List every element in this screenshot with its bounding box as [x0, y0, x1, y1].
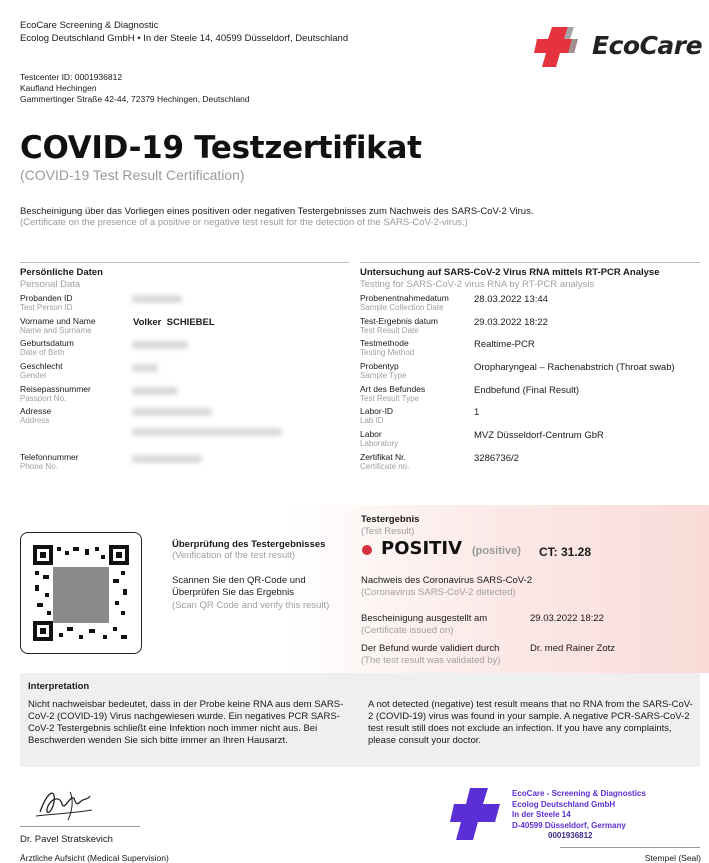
- field-label: Vorname und Name: [20, 316, 96, 326]
- result-value: POSITIV: [381, 538, 463, 559]
- testcenter-name: Kaufland Hechingen: [20, 83, 97, 93]
- field-lab: [360, 429, 705, 448]
- ecocare-logo: [534, 25, 704, 69]
- company-name: EcoCare Screening & Diagnostic: [20, 20, 159, 31]
- issued-value: 29.03.2022 18:22: [530, 613, 604, 624]
- field-label: Test-Ergebnis datum: [360, 316, 438, 326]
- redacted-value: [132, 387, 178, 395]
- field-result-type: [360, 384, 705, 403]
- redacted-value: [132, 455, 202, 463]
- field-label-en: Passport No.: [20, 394, 67, 403]
- qr-code-frame[interactable]: [20, 532, 142, 654]
- description-de: Bescheinigung über das Vorliegen eines positiven oder negativen Testergebnisses zum Nachweis des SARS-CoV-2 Virus.: [20, 206, 534, 217]
- field-lab-id: [360, 406, 705, 425]
- result-heading-en: (Test Result): [361, 526, 415, 537]
- testcenter-address: Gammertinger Straße 42-44, 72379 Hechingen, Deutschland: [20, 94, 250, 104]
- personal-heading: Persönliche Daten: [20, 267, 103, 278]
- verify-text-2: Überprüfen Sie das Ergebnis: [172, 587, 294, 598]
- verify-heading: Überprüfung des Testergebnisses: [172, 539, 326, 550]
- testcenter-info: [20, 72, 250, 105]
- validated-value: Dr. med Rainer Zotz: [530, 643, 615, 654]
- field-label: Telefonnummer: [20, 452, 79, 462]
- personal-data-section: [20, 267, 350, 477]
- analysis-heading-en: Testing for SARS-CoV-2 virus RNA by RT-PCR analysis: [360, 279, 595, 290]
- analysis-section: [360, 267, 705, 477]
- issued-en: (Certificate issued on): [361, 625, 454, 636]
- document-title: COVID-19 Testzertifikat: [20, 130, 422, 166]
- result-heading: Testergebnis: [361, 514, 420, 525]
- field-result-date: [360, 316, 705, 335]
- field-label-en: Date of Birth: [20, 348, 65, 357]
- positive-dot-icon: [362, 545, 372, 555]
- field-value: 3286736/2: [474, 453, 519, 464]
- stamp-line: In der Steele 14: [512, 810, 571, 819]
- verify-text-en: (Scan QR Code and verify this result): [172, 600, 330, 611]
- field-label-en: Laboratory: [360, 439, 399, 448]
- interpretation-en: A not detected (negative) test result means that no RNA from the SARS-CoV-2 (COVID-19) virus was found in your sample. A negative PCR-SARS-CoV-2 test result still does not exclude an infection. If you have any complaints, please consult your doctor.: [368, 699, 693, 746]
- doctor-name: Dr. Pavel Stratskevich: [20, 834, 113, 845]
- field-label-en: Phone No.: [20, 462, 58, 471]
- field-label: Reisepassnummer: [20, 384, 91, 394]
- stamp-cross-icon: [450, 786, 506, 842]
- detect-de: Nachweis des Coronavirus SARS-CoV-2: [361, 575, 533, 586]
- field-label-en: Lab ID: [360, 416, 384, 425]
- field-method: [360, 338, 705, 357]
- personal-heading-en: Personal Data: [20, 279, 81, 290]
- field-label: Geschlecht: [20, 361, 63, 371]
- field-phone: [20, 452, 350, 471]
- ct-value: CT: 31.28: [539, 545, 592, 559]
- divider-left: [20, 262, 349, 263]
- interpretation-heading: Interpretation: [28, 681, 90, 692]
- issued-de: Bescheinigung ausgestellt am: [361, 613, 488, 624]
- redacted-value: [132, 295, 182, 303]
- field-value: 28.03.2022 13:44: [474, 294, 548, 305]
- interpretation-de: Nicht nachweisbar bedeutet, dass in der Probe keine RNA aus dem SARS-CoV-2 (COVID-19) Virus nachgewiesen wurde. Ein negatives PCR SARS-CoV-2 Testergebnis schließt eine Infektion noch immer nicht aus. Bei Beschwerden wenden Sie sich bitte immer an Ihren Hausarzt.: [28, 699, 344, 746]
- qr-code-icon: [33, 545, 129, 641]
- field-value: 29.03.2022 18:22: [474, 317, 548, 328]
- field-label-en: Test Person ID: [20, 303, 73, 312]
- field-label-en: Certificate no.: [360, 462, 410, 471]
- cross-logo-icon: [534, 25, 594, 69]
- logo-text: EcoCare: [592, 31, 703, 60]
- field-label-en: Address: [20, 416, 50, 425]
- name-value: Volker SCHIEBEL: [133, 317, 215, 328]
- field-label-en: Gender: [20, 371, 47, 380]
- description-en: (Certificate on the presence of a positive or negative test result for the detection of the SARS-CoV-2-virus.): [20, 217, 468, 228]
- field-label: Labor: [360, 429, 382, 439]
- field-person-id: [20, 293, 350, 312]
- field-label: Labor-ID: [360, 406, 394, 416]
- field-passport: [20, 384, 350, 403]
- redacted-value: [132, 408, 212, 416]
- stamp-line: Ecolog Deutschland GmbH: [512, 799, 616, 809]
- field-gender: [20, 361, 350, 380]
- doctor-role: Ärztliche Aufsicht (Medical Supervision): [20, 853, 169, 863]
- stamp-line: 0001936812: [548, 831, 593, 840]
- stamp-text: [512, 789, 646, 842]
- stamp-line: EcoCare - Screening & Diagnostics: [512, 789, 646, 798]
- signature-icon: [34, 786, 94, 824]
- field-label: Probenentnahmedatum: [360, 293, 449, 303]
- field-label-en: Sample Type: [360, 371, 407, 380]
- redacted-value: [132, 364, 158, 372]
- field-label-en: Testing Method: [360, 348, 415, 357]
- stamp-line-divider: [560, 847, 700, 848]
- stamp-line: D-40599 Düsseldorf, Germany: [512, 820, 626, 830]
- verify-heading-en: (Verification of the test result): [172, 550, 296, 561]
- redacted-value: [132, 341, 188, 349]
- validated-en: (The test result was validated by): [361, 655, 501, 666]
- field-label: Testmethode: [360, 338, 409, 348]
- field-label: Adresse: [20, 406, 52, 416]
- field-value: 1: [474, 407, 480, 418]
- field-label: Geburtsdatum: [20, 338, 74, 348]
- field-value: Realtime-PCR: [474, 339, 535, 350]
- redacted-value: [132, 428, 282, 436]
- field-collection-date: [360, 293, 705, 312]
- analysis-heading: Untersuchung auf SARS-CoV-2 Virus RNA mittels RT-PCR Analyse: [360, 267, 660, 278]
- stamp-label: Stempel (Seal): [644, 853, 701, 863]
- detect-en: (Coronavirus SARS-CoV-2 detected): [361, 587, 516, 598]
- field-label: Probentyp: [360, 361, 399, 371]
- field-label-en: Sample Collection Date: [360, 303, 444, 312]
- validated-de: Der Befund wurde validiert durch: [361, 643, 500, 654]
- field-value: MVZ Düsseldorf-Centrum GbR: [474, 430, 604, 441]
- field-label-en: Test Result Type: [360, 394, 419, 403]
- field-address: [20, 406, 350, 425]
- field-birthdate: [20, 338, 350, 357]
- field-name: [20, 316, 350, 335]
- field-label-en: Name and Surname: [20, 326, 92, 335]
- document-subtitle: (COVID-19 Test Result Certification): [20, 167, 245, 183]
- field-certificate-no: [360, 452, 705, 471]
- result-value-en: (positive): [472, 545, 521, 557]
- field-label: Art des Befundes: [360, 384, 426, 394]
- field-value: Endbefund (Final Result): [474, 385, 580, 396]
- divider-right: [360, 262, 700, 263]
- company-address: Ecolog Deutschland GmbH • In der Steele 14, 40599 Düsseldorf, Deutschland: [20, 33, 349, 44]
- field-value: Oropharyngeal – Rachenabstrich (Throat swab): [474, 362, 675, 373]
- interpretation-box: [20, 673, 700, 767]
- verify-text-1: Scannen Sie den QR-Code und: [172, 575, 306, 586]
- testcenter-id: Testcenter ID: 0001936812: [20, 72, 123, 82]
- signature-line: [20, 826, 140, 827]
- field-sample-type: [360, 361, 705, 380]
- field-label: Probanden ID: [20, 293, 73, 303]
- field-label: Zertifikat Nr.: [360, 452, 406, 462]
- field-label-en: Test Result Date: [360, 326, 419, 335]
